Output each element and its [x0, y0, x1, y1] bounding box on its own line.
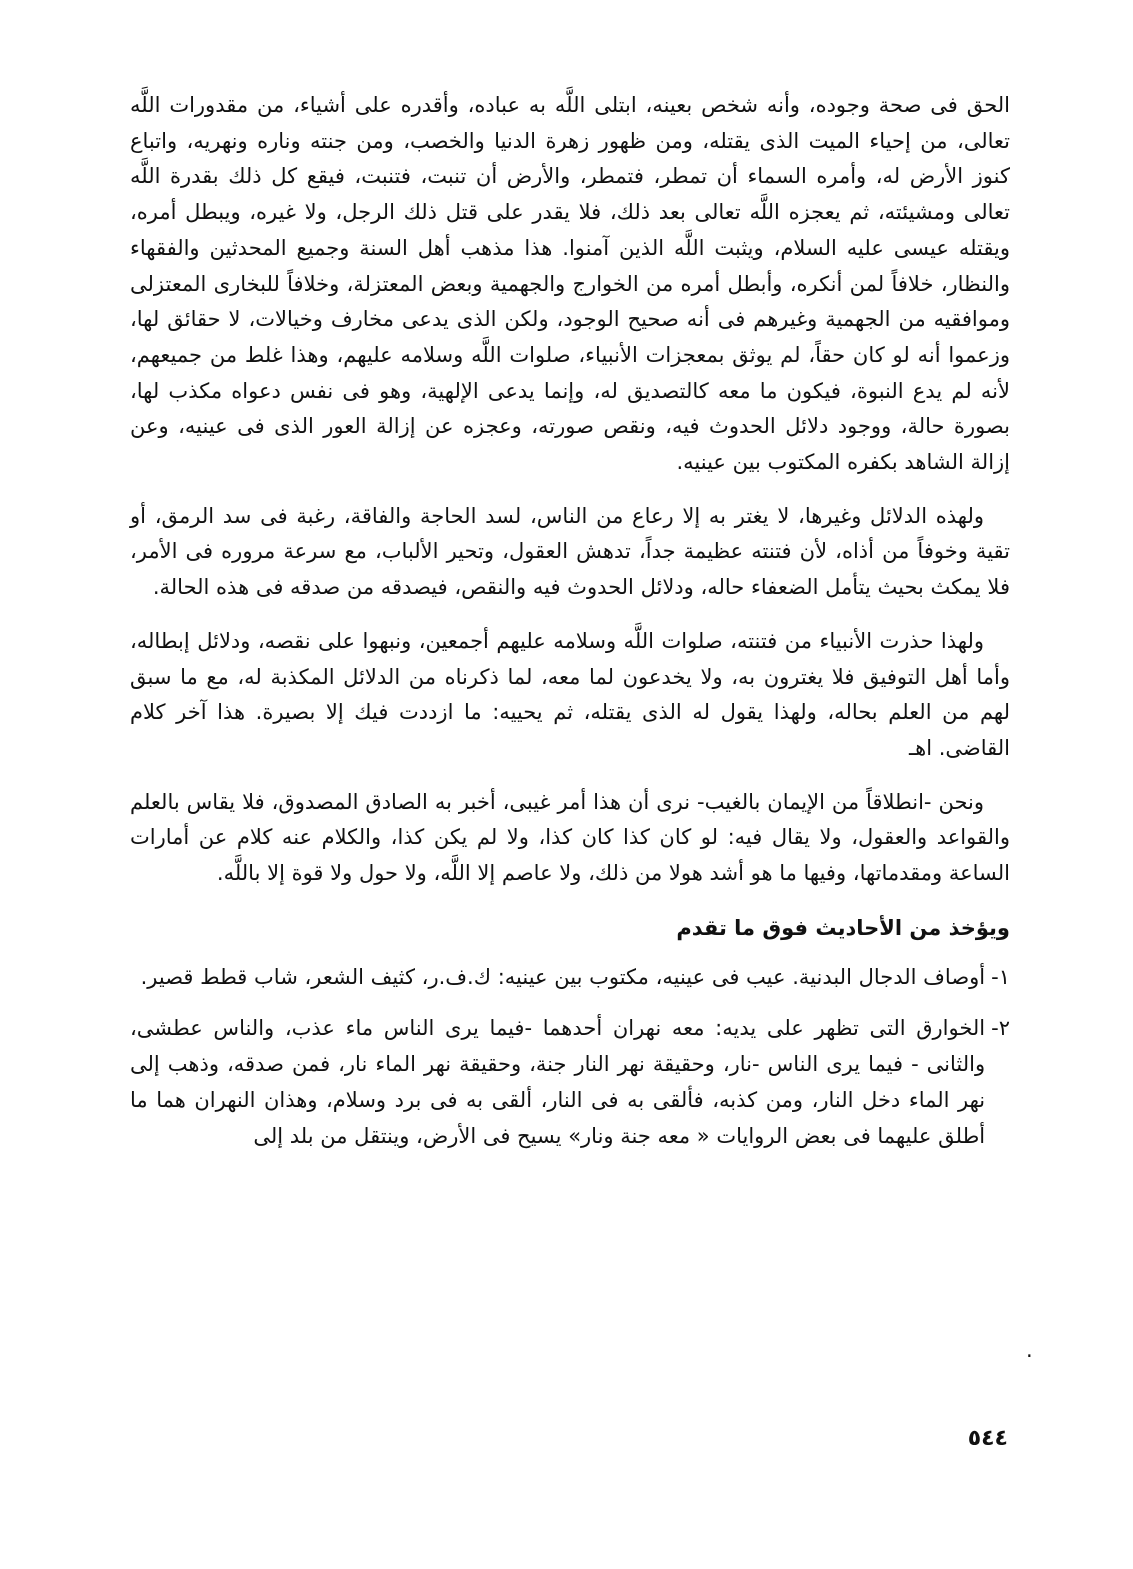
- paragraph-1: الحق فى صحة وجوده، وأنه شخص بعينه، ابتلى اللَّه به عباده، وأقدره على أشياء، من مقدورات اللَّه تعالى، من إحياء الميت الذى يقتله، ومن ظهور زهرة الدنيا والخصب، ومن جنته وناره ونهريه، واتباع كنوز الأرض له، وأمره السماء أن تمطر، فتمطر، والأرض أن تنبت، فتنبت، فيقع كل ذلك بقدرة اللَّه تعالى ومشيئته، ثم يعجزه اللَّه تعالى بعد ذلك، فلا يقدر على قتل ذلك الرجل، ولا غيره، ويبطل أمره، ويقتله عيسى عليه السلام، ويثبت اللَّه الذين آمنوا. هذا مذهب أهل السنة وجميع المحدثين والفقهاء والنظار، خلافاً لمن أنكره، وأبطل أمره من الخوارج والجهمية وبعض المعتزلة، وخلافاً للبخارى المعتزلى وموافقيه من الجهمية وغيرهم فى أنه صحيح الوجود، ولكن الذى يدعى مخارف وخيالات، لا حقائق لها، وزعموا أنه لو كان حقاً، لم يوثق بمعجزات الأنبياء، صلوات اللَّه وسلامه عليهم، وهذا غلط من جميعهم، لأنه لم يدع النبوة، فيكون ما معه كالتصديق له، وإنما يدعى الإلهية، وهو فى نفس دعواه مكذب لها، بصورة حالة، ووجود دلائل الحدوث فيه، ونقص صورته، وعجزه عن إزالة العور الذى فى عينيه، وعن إزالة الشاهد بكفره المكتوب بين عينيه.: [130, 93, 1010, 475]
- list-item: [130, 960, 1010, 996]
- list-item-text: أوصاف الدجال البدنية. عيب فى عينيه، مكتوب بين عينيه: ك.ف.ر، كثيف الشعر، شاب قطط قصير.: [140, 964, 986, 989]
- paragraph-2: ولهذه الدلائل وغيرها، لا يغتر به إلا رعاع من الناس، لسد الحاجة والفاقة، رغبة فى سد الرمق، أو تقية وخوفاً من أذاه، لأن فتنته عظيمة جداً، تدهش العقول، وتحير الألباب، مع سرعة مروره فى الأمر، فلا يمكث بحيث يتأمل الضعفاء حاله، ودلائل الحدوث فيه والنقص، فيصدقه من صدقه فى هذه الحالة.: [130, 503, 1010, 600]
- section-heading: ويؤخذ من الأحاديث فوق ما تقدم: [676, 915, 1010, 940]
- list-item-number: ١-: [991, 964, 1010, 989]
- page-number: ٥٤٤: [967, 1426, 1008, 1451]
- paragraph-4: ونحن -انطلاقاً من الإيمان بالغيب- نرى أن هذا أمر غيبى، أخبر به الصادق المصدوق، فلا يقاس بالعلم والقواعد والعقول، ولا يقال فيه: لو كان كذا كان كذا، ولا لم يكن كذا، والكلام عنه كلام عن أمارات الساعة ومقدماتها، وفيها ما هو أشد هولا من ذلك، ولا عاصم إلا اللَّه، ولا حول ولا قوة إلا باللَّه.: [130, 789, 1010, 886]
- paragraph-3: ولهذا حذرت الأنبياء من فتنته، صلوات اللَّه وسلامه عليهم أجمعين، ونبهوا على نقصه، ودلائل إبطاله، وأما أهل التوفيق فلا يغترون به، ولا يخدعون لما معه، لما ذكرناه من الدلائل المكذبة له، مع ما سبق لهم من العلم بحاله، ولهذا يقول له الذى يقتله، ثم يحييه: ما ازددت فيك إلا بصيرة. هذا آخر كلام القاضى. اهـ: [130, 628, 1010, 760]
- stray-mark: .: [1026, 1338, 1033, 1362]
- list-item-number: ٢-: [991, 1016, 1010, 1041]
- body-text: [130, 88, 1010, 1170]
- list-item-text: الخوارق التى تظهر على يديه: معه نهران أحدهما -فيما يرى الناس ماء عذب، والناس عطشى، والثانى - فيما يرى الناس -نار، وحقيقة نهر النار جنة، وحقيقة نهر الماء نار، فمن صدقه، وذهب إلى نهر الماء دخل النار، ومن كذبه، فألقى به فى النار، ألقى به فى برد وسلام، وهذان النهران هما ما أطلق عليهما فى بعض الروايات « معه جنة ونار» يسيح فى الأرض، وينتقل من بلد إلى: [130, 1016, 986, 1148]
- list-item: [130, 1011, 1010, 1154]
